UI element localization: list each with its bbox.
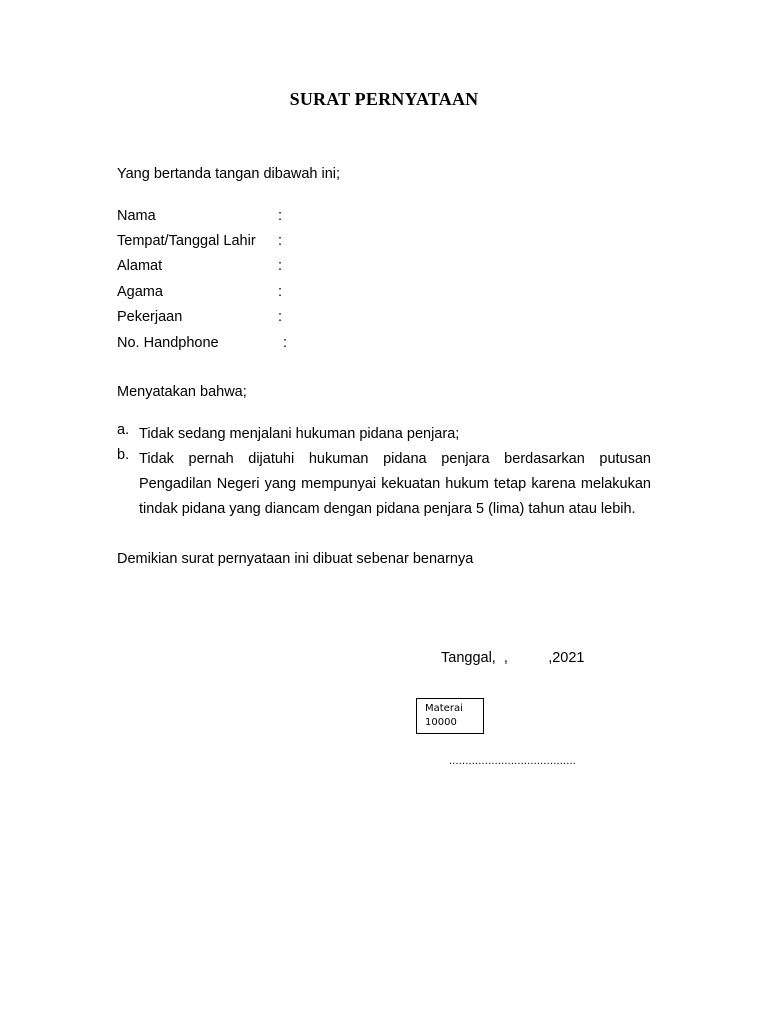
signature-line: ....................................... xyxy=(449,755,576,767)
field-colon: : xyxy=(278,258,283,274)
intro-text: Yang bertanda tangan dibawah ini; xyxy=(117,166,341,182)
field-pekerjaan xyxy=(117,309,283,325)
field-alamat xyxy=(117,258,283,274)
field-agama xyxy=(117,284,283,300)
field-label: Alamat xyxy=(117,258,163,274)
statement-intro: Menyatakan bahwa; xyxy=(117,384,247,400)
field-label: Pekerjaan xyxy=(117,309,183,325)
field-label: Tempat/Tanggal Lahir xyxy=(117,233,256,249)
list-item-text: Tidak pernah dijatuhi hukuman pidana penjara berdasarkan putusan Pengadilan Negeri yang mempunyai kekuatan hukum tetap karena melakukan tindak pidana yang diancam dengan pidana penjara 5 (lima) tahun atau lebih. xyxy=(139,451,651,517)
list-item-text: Tidak sedang menjalani hukuman pidana penjara; xyxy=(139,426,460,442)
date-text: Tanggal, , ,2021 xyxy=(441,650,585,666)
list-item xyxy=(117,447,651,522)
field-no-handphone xyxy=(117,335,288,351)
field-label: No. Handphone xyxy=(117,335,219,351)
field-colon: : xyxy=(283,335,288,351)
field-label: Nama xyxy=(117,208,156,224)
field-colon: : xyxy=(278,233,283,249)
document-title: SURAT PERNYATAAN xyxy=(289,89,479,109)
field-colon: : xyxy=(278,208,283,224)
field-tempat-tanggal-lahir xyxy=(117,233,283,249)
field-colon: : xyxy=(278,309,283,325)
date-line xyxy=(441,650,584,666)
field-colon: : xyxy=(278,284,283,300)
field-label: Agama xyxy=(117,284,163,300)
list-marker: b. xyxy=(117,447,130,463)
list-marker: a. xyxy=(117,422,130,438)
list-item xyxy=(117,422,651,447)
closing-text: Demikian surat pernyataan ini dibuat sebenar benarnya xyxy=(117,551,474,567)
field-nama xyxy=(117,208,283,224)
materai-stamp-box: Materai 10000 xyxy=(416,698,484,734)
